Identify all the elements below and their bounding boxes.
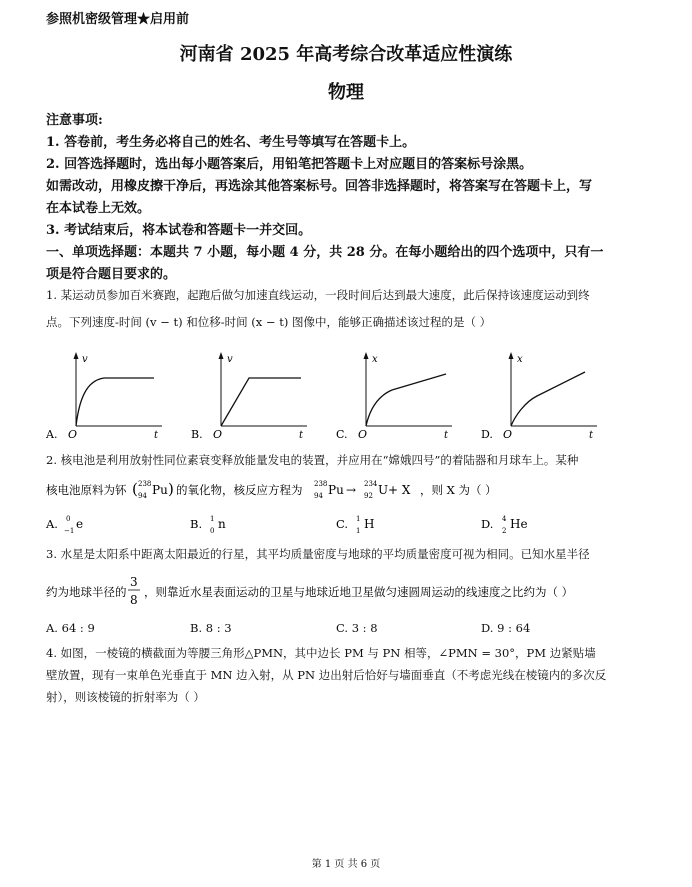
x-axis-label: t <box>444 430 449 441</box>
option-label: B. <box>190 621 203 635</box>
option-label: A. <box>46 517 58 531</box>
q3-text-line2 <box>44 572 664 612</box>
instruction-item: 如需改动，用橡皮擦干净后，再选涂其他答案标号。回答非选择题时，将答案写在答题卡上，写 <box>46 179 593 194</box>
q4-text-line2: 壁放置，现有一束单色光垂直于 MN 边入射，从 PN 边出射后恰好与墙面垂直（不考虑光线在棱镜内的多次反 <box>46 668 607 682</box>
origin-label: O <box>358 428 368 441</box>
option-text: 8 : 3 <box>205 621 232 635</box>
u-symbol: U <box>378 483 389 497</box>
q3-text-line1: 3. 水星是太阳系中距离太阳最近的行星，其平均质量密度与地球的平均质量密度可视为相同。已知水星半径 <box>46 547 590 561</box>
instruction-item: 在本试卷上无效。 <box>46 201 151 216</box>
x-axis-label: t <box>299 430 304 441</box>
q4-text-line1: 4. 如图，一棱镜的横截面为等腰三角形△PMN，其中边长 PM 与 PN 相等，∠PMN = 30°，PM 边紧贴墙 <box>46 646 596 660</box>
option-label: D. <box>481 517 494 531</box>
pu-symbol: Pu <box>152 483 168 497</box>
option-text: 64 : 9 <box>61 621 95 635</box>
option-charge: 1 <box>356 527 361 535</box>
q1-graph-b <box>189 350 319 442</box>
option-mass: 4 <box>502 515 507 523</box>
q3-text-a: 约为地球半径的 <box>46 585 127 599</box>
y-axis-arrow <box>219 352 224 359</box>
y-axis-arrow <box>509 352 514 359</box>
subject-title: 物理 <box>328 82 364 103</box>
q4-text-line3: 射），则该棱镜的折射率为（ ） <box>46 690 205 704</box>
q2-text-line2 <box>44 474 664 504</box>
option-label: D. <box>481 621 494 635</box>
y-axis-label: x <box>517 354 523 365</box>
q1-graph-c <box>334 350 464 442</box>
option-charge: 2 <box>502 527 507 535</box>
option-label: B. <box>191 428 203 441</box>
q1-text-line2: 点。下列速度-时间 (v − t) 和位移-时间 (x − t) 图像中，能够正确描述该过程的是（ ） <box>46 315 492 329</box>
option-mass: 0 <box>66 515 71 523</box>
q3-option <box>336 621 378 635</box>
pu-mass: 238 <box>138 480 152 488</box>
instruction-item: 1. 答卷前，考生务必将自己的姓名、考生号等填写在答题卡上。 <box>46 135 416 150</box>
paren-left: ( <box>132 480 138 498</box>
option-label: C. <box>336 428 348 441</box>
section-heading-cont: 项是符合题目要求的。 <box>46 267 177 282</box>
pu-symbol-eq: Pu <box>328 483 344 497</box>
option-label: C. <box>336 621 349 635</box>
option-label: A. <box>46 428 58 441</box>
instruction-item: 3. 考试结束后，将本试卷和答题卡一并交回。 <box>46 223 312 238</box>
q1-text-line1: 1. 某运动员参加百米赛跑，起跑后做匀加速直线运动，一段时间后达到最大速度，此后保持该速度运动到终 <box>46 288 590 302</box>
option-charge: 0 <box>210 527 215 535</box>
option-symbol: He <box>510 517 528 531</box>
option-label: D. <box>481 428 493 441</box>
fraction-numerator: 3 <box>130 575 138 589</box>
q2-text-b: 的氧化物，核反应方程为 <box>176 483 303 497</box>
q3-text-b: ，则靠近水星表面运动的卫星与地球近地卫星做匀速圆周运动的线速度之比约为（ ） <box>144 585 574 599</box>
q2-text-line1: 2. 核电池是利用放射性同位素衰变释放能量发电的装置，并应用在“嫦娥四号”的着陆器和月球车上。某种 <box>46 453 579 467</box>
exam-title: 河南省 2025 年高考综合改革适应性演练 <box>179 44 513 65</box>
q2-text-c: ，则 X 为（ ） <box>420 483 497 497</box>
section-heading: 一、单项选择题：本题共 7 小题，每小题 4 分，共 28 分。在每小题给出的四个选项中，只有一 <box>46 245 604 260</box>
origin-label: O <box>503 428 513 441</box>
pu-charge-eq: 94 <box>314 492 323 500</box>
u-mass: 234 <box>364 480 378 488</box>
q1-graph-a <box>44 350 174 442</box>
y-axis-label: v <box>82 354 88 365</box>
option-text: 3 : 8 <box>351 621 378 635</box>
option-label: B. <box>190 517 203 531</box>
option-mass: 1 <box>356 515 361 523</box>
curve <box>366 374 446 426</box>
option-label: A. <box>46 621 58 635</box>
instructions-heading: 注意事项: <box>46 113 103 128</box>
option-mass: 1 <box>210 515 215 523</box>
reaction-arrow: → <box>346 483 357 497</box>
q2-text-a: 核电池原料为钚 <box>46 483 127 497</box>
y-axis-label: v <box>227 354 233 365</box>
origin-label: O <box>213 428 223 441</box>
option-charge: −1 <box>64 527 75 535</box>
y-axis-arrow <box>74 352 79 359</box>
q2-options <box>44 510 644 536</box>
q3-option <box>46 621 95 635</box>
curve <box>76 378 154 426</box>
x-axis-label: t <box>154 430 159 441</box>
option-symbol: H <box>364 517 375 531</box>
pu-mass-eq: 238 <box>314 480 328 488</box>
pu-charge: 94 <box>138 492 147 500</box>
instructions <box>46 110 656 286</box>
q3-option <box>190 621 232 635</box>
page-number: 第 1 页 共 6 页 <box>311 859 381 870</box>
option-symbol: n <box>218 517 226 531</box>
u-charge: 92 <box>364 492 373 500</box>
option-text: 9 : 64 <box>497 621 531 635</box>
option-symbol: e <box>76 517 84 531</box>
curve <box>221 378 301 426</box>
secret-level-label: 参照机密级管理★启用前 <box>46 12 190 27</box>
origin-label: O <box>68 428 78 441</box>
curve <box>511 372 585 426</box>
y-axis-arrow <box>364 352 369 359</box>
instruction-item: 2. 回答选择题时，选出每小题答案后，用铅笔把答题卡上对应题目的答案标号涂黑。 <box>46 157 533 172</box>
paren-right: ) <box>168 480 174 498</box>
plus-x: + X <box>388 483 411 497</box>
option-label: C. <box>336 517 349 531</box>
y-axis-label: x <box>372 354 378 365</box>
q3-option <box>481 621 530 635</box>
x-axis-label: t <box>589 430 594 441</box>
q1-graph-d <box>479 350 609 442</box>
fraction-denominator: 8 <box>130 593 138 607</box>
